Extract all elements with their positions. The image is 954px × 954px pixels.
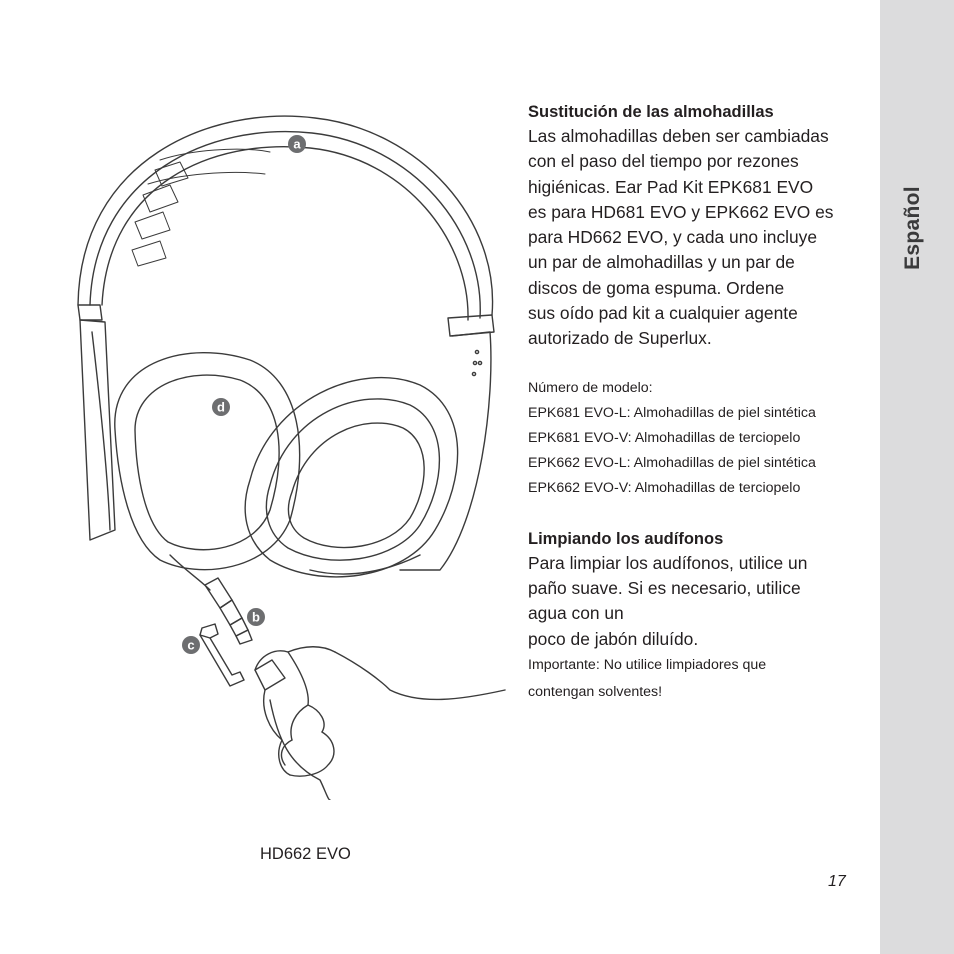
language-side-tab bbox=[880, 0, 954, 954]
page-number: 17 bbox=[828, 873, 846, 890]
pad-replacement-line: discos de goma espuma. Ordene bbox=[528, 277, 785, 298]
cleaning-line: poco de jabón diluído. bbox=[528, 628, 699, 649]
pad-replacement-line: sus oído pad kit a cualquier agente bbox=[528, 303, 798, 324]
model-number-label: Número de modelo: bbox=[528, 379, 653, 396]
headphone-illustration bbox=[60, 100, 520, 800]
model-item: EPK662 EVO-L: Almohadillas de piel sintética bbox=[528, 454, 816, 471]
headband-outer bbox=[78, 116, 493, 315]
svg-text:b: b bbox=[252, 609, 260, 625]
cleaning-heading: Limpiando los audífonos bbox=[528, 529, 724, 548]
headband-inner bbox=[102, 147, 468, 320]
callout-b bbox=[247, 608, 265, 626]
adapter-piece bbox=[200, 624, 244, 686]
callout-c bbox=[182, 636, 200, 654]
product-caption: HD662 EVO bbox=[260, 845, 351, 863]
cleaning-line: agua con un bbox=[528, 603, 624, 624]
cleaning-section bbox=[528, 527, 873, 706]
cleaning-line: Para limpiar los audífonos, utilice un bbox=[528, 552, 808, 573]
pad-replacement-line: higiénicas. Ear Pad Kit EPK681 EVO bbox=[528, 176, 814, 197]
text-column bbox=[528, 100, 873, 706]
callout-a bbox=[288, 135, 306, 153]
left-yoke bbox=[78, 305, 102, 320]
headband-padding bbox=[132, 149, 270, 266]
cleaning-note-line: contengan solventes! bbox=[528, 683, 663, 700]
pad-replacement-line: es para HD681 EVO y EPK662 EVO es bbox=[528, 201, 834, 222]
cleaning-note-line: Importante: No utilice limpiadores que bbox=[528, 656, 767, 673]
audio-plug bbox=[205, 578, 252, 644]
cleaning-line: paño suave. Si es necesario, utilice bbox=[528, 577, 801, 598]
model-item: EPK681 EVO-L: Almohadillas de piel sintética bbox=[528, 404, 816, 421]
left-earcup bbox=[115, 353, 300, 570]
svg-text:c: c bbox=[187, 637, 195, 653]
pad-replacement-line: Las almohadillas deben ser cambiadas bbox=[528, 126, 829, 146]
pad-replacement-line: para HD662 EVO, y cada uno incluye bbox=[528, 227, 818, 248]
pad-replacement-line: autorizado de Superlux. bbox=[528, 328, 712, 349]
cable bbox=[170, 555, 210, 590]
svg-text:a: a bbox=[293, 136, 301, 152]
model-item: EPK662 EVO-V: Almohadillas de terciopelo bbox=[528, 479, 801, 496]
language-tab-label: Español bbox=[901, 186, 924, 270]
pad-replacement-body bbox=[528, 124, 873, 352]
pad-replacement-heading: Sustitución de las almohadillas bbox=[528, 103, 774, 121]
hand-drawing bbox=[255, 647, 505, 800]
model-list bbox=[528, 401, 873, 501]
callout-d bbox=[212, 398, 230, 416]
model-item: EPK681 EVO-V: Almohadillas de terciopelo bbox=[528, 429, 801, 446]
svg-text:d: d bbox=[217, 399, 225, 415]
pad-replacement-line: con el paso del tiempo por rezones bbox=[528, 151, 799, 172]
pad-replacement-line: un par de almohadillas y un par de bbox=[528, 252, 795, 273]
